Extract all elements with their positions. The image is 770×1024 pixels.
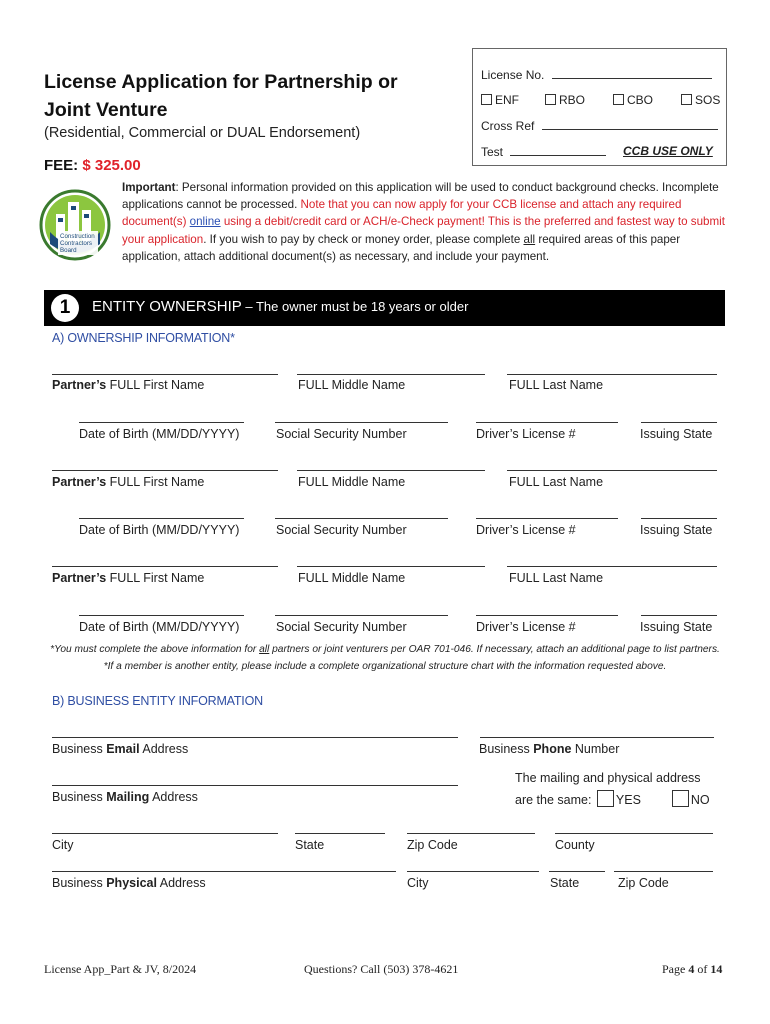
partner2-dob-label: Date of Birth (MM/DD/YYYY): [79, 523, 240, 537]
physical-state-label: State: [550, 876, 580, 890]
partner3-dob-field[interactable]: [79, 615, 244, 616]
checkbox-enf[interactable]: [481, 94, 492, 105]
section-number: 1: [51, 294, 79, 322]
section-title: ENTITY OWNERSHIP – The owner must be 18 years or older: [92, 298, 469, 315]
partner3-ssn-label: Social Security Number: [276, 620, 407, 634]
license-no-row: [481, 67, 712, 82]
partner3-last-name-label: FULL Last Name: [509, 571, 604, 585]
partner3-dl-field[interactable]: [476, 615, 618, 616]
physical-zip-field[interactable]: [614, 871, 713, 872]
logo-line-1: Construction: [60, 233, 95, 240]
important-notice: Important: Personal information provided on this application will be used to conduct background checks. Incomplete applications cannot be processed. Note that you can now apply for your CCB license and attach any required document(s) online using a debit/credit card or ACH/e-Check payment! This is the preferred and fastest way to submit your application. If you wish to pay by check or money order, please complete all required areas of this paper application, attach additional document(s) as necessary, and include your payment.: [122, 181, 725, 263]
no-label: NO: [690, 793, 710, 807]
same-address-yes-checkbox[interactable]: [597, 790, 614, 807]
partner1-ssn-label: Social Security Number: [276, 427, 407, 441]
mailing-zip-label: Zip Code: [407, 838, 458, 852]
partner3-first-name-label: Partner’s FULL First Name: [52, 571, 205, 585]
partner1-first-name-label: Partner’s FULL First Name: [52, 378, 205, 392]
mailing-zip-field[interactable]: [407, 833, 535, 834]
partner2-dob-field[interactable]: [79, 518, 244, 519]
physical-city-field[interactable]: [407, 871, 539, 872]
option-sos[interactable]: SOS: [681, 93, 720, 107]
business-physical-label: Business Physical Address: [52, 876, 206, 890]
cross-ref-label: Cross Ref: [481, 119, 535, 133]
form-subtitle: (Residential, Commercial or DUAL Endorsement): [44, 125, 361, 141]
partner1-last-name-label: FULL Last Name: [509, 378, 604, 392]
business-phone-field[interactable]: [480, 737, 714, 738]
partner1-last-name-field[interactable]: [507, 374, 717, 375]
yes-label: YES: [615, 793, 641, 807]
partners-note: *You must complete the above information for all partners or joint venturers per OAR 701-046. If necessary, attach an additional page to list partners. *If a member is another entity, please include a complete organizational structure chart with the information requested above.: [50, 644, 720, 672]
partner1-dob-label: Date of Birth (MM/DD/YYYY): [79, 427, 240, 441]
mailing-city-field[interactable]: [52, 833, 278, 834]
form-title: License Application for Partnership or Joint Venture: [44, 71, 398, 121]
test-field[interactable]: [510, 144, 606, 156]
same-address-no-checkbox[interactable]: [672, 790, 689, 807]
business-email-field[interactable]: [52, 737, 458, 738]
partner1-middle-name-label: FULL Middle Name: [298, 378, 406, 392]
partner2-middle-name-label: FULL Middle Name: [298, 475, 406, 489]
license-no-label: License No.: [481, 68, 545, 82]
checkbox-sos[interactable]: [681, 94, 692, 105]
ccb-logo: [38, 188, 112, 262]
mailing-county-label: County: [555, 838, 595, 852]
cross-ref-field[interactable]: [542, 118, 718, 130]
option-rbo[interactable]: RBO: [545, 93, 585, 107]
partner3-ssn-field[interactable]: [275, 615, 448, 616]
fee-amount: $ 325.00: [82, 157, 141, 174]
partner2-state-field[interactable]: [641, 518, 717, 519]
partner2-last-name-label: FULL Last Name: [509, 475, 604, 489]
license-no-field[interactable]: [552, 67, 712, 79]
ccb-use-only-label: CCB USE ONLY: [623, 144, 713, 158]
test-label: Test: [481, 145, 504, 159]
partner3-state-label: Issuing State: [640, 620, 713, 634]
fee: [44, 157, 141, 174]
physical-state-field[interactable]: [549, 871, 605, 872]
important-lead: Important: [122, 181, 176, 194]
partner2-ssn-field[interactable]: [275, 518, 448, 519]
partner3-middle-name-label: FULL Middle Name: [298, 571, 406, 585]
business-physical-field[interactable]: [52, 871, 396, 872]
section-1-header: [44, 290, 725, 326]
business-phone-label: Business Phone Number: [479, 742, 620, 756]
logo-line-3: Board: [60, 247, 77, 254]
checkbox-rbo[interactable]: [545, 94, 556, 105]
ownership-heading: A) OWNERSHIP INFORMATION*: [52, 331, 235, 345]
partner1-first-name-field[interactable]: [52, 374, 278, 375]
physical-zip-label: Zip Code: [618, 876, 669, 890]
option-cbo[interactable]: CBO: [613, 93, 653, 107]
partner1-state-label: Issuing State: [640, 427, 713, 441]
test-row: [481, 144, 721, 159]
partner3-dob-label: Date of Birth (MM/DD/YYYY): [79, 620, 240, 634]
partner3-state-field[interactable]: [641, 615, 717, 616]
partner2-dl-label: Driver’s License #: [476, 523, 576, 537]
checkbox-cbo[interactable]: [613, 94, 624, 105]
ccb-use-only-box: [472, 48, 727, 166]
footer-page-number: Page 4 of 14: [662, 962, 723, 976]
online-link[interactable]: online: [189, 215, 221, 229]
mailing-county-field[interactable]: [555, 833, 713, 834]
partner1-state-field[interactable]: [641, 422, 717, 423]
mailing-city-label: City: [52, 838, 74, 852]
physical-city-label: City: [407, 876, 429, 890]
footer-form-id: License App_Part & JV, 8/2024: [44, 962, 197, 976]
mailing-state-field[interactable]: [295, 833, 385, 834]
partner3-last-name-field[interactable]: [507, 566, 717, 567]
partner1-dob-field[interactable]: [79, 422, 244, 423]
option-enf[interactable]: ENF: [481, 93, 519, 107]
partner2-ssn-label: Social Security Number: [276, 523, 407, 537]
partner3-middle-name-field[interactable]: [297, 566, 485, 567]
partner1-ssn-field[interactable]: [275, 422, 448, 423]
footer-phone: Questions? Call (503) 378-4621: [304, 962, 459, 976]
partner2-middle-name-field[interactable]: [297, 470, 485, 471]
same-address-question: The mailing and physical address: [515, 771, 701, 785]
partner1-middle-name-field[interactable]: [297, 374, 485, 375]
partner2-last-name-field[interactable]: [507, 470, 717, 471]
business-email-label: Business Email Address: [52, 742, 189, 756]
mailing-state-label: State: [295, 838, 325, 852]
business-heading: B) BUSINESS ENTITY INFORMATION: [52, 694, 263, 708]
same-address-options: are the same: YES NO: [515, 790, 710, 807]
partner3-first-name-field[interactable]: [52, 566, 278, 567]
partner2-state-label: Issuing State: [640, 523, 713, 537]
partner2-first-name-label: Partner’s FULL First Name: [52, 475, 205, 489]
cross-ref-row: [481, 118, 718, 133]
business-mailing-label: Business Mailing Address: [52, 790, 198, 804]
partner1-dl-field[interactable]: [476, 422, 618, 423]
fee-label: FEE:: [44, 157, 79, 174]
partner1-dl-label: Driver’s License #: [476, 427, 576, 441]
logo-line-2: Contractors: [60, 240, 92, 247]
partner2-dl-field[interactable]: [476, 518, 618, 519]
business-mailing-field[interactable]: [52, 785, 458, 786]
partner2-first-name-field[interactable]: [52, 470, 278, 471]
partner3-dl-label: Driver’s License #: [476, 620, 576, 634]
